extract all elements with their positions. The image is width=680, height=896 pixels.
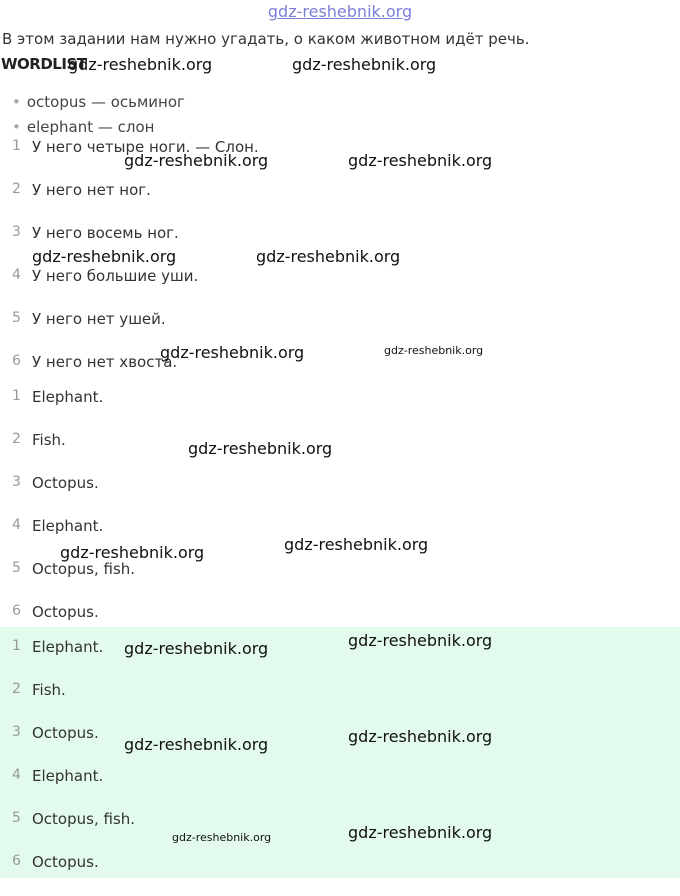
watermark: gdz-reshebnik.org	[188, 439, 333, 458]
site-header-link[interactable]: gdz-reshebnik.org	[267, 2, 413, 21]
list-item	[0, 388, 680, 431]
item-number: 4	[12, 517, 21, 533]
item-text: Octopus, fish.	[32, 560, 136, 578]
item-number: 2	[12, 681, 21, 697]
watermark: gdz-reshebnik.org	[32, 247, 177, 266]
item-text: У него нет ушей.	[32, 310, 166, 328]
list-item	[0, 474, 680, 517]
list-item	[0, 853, 680, 896]
item-text: Elephant.	[32, 388, 104, 406]
item-number: 5	[12, 560, 21, 576]
watermark: gdz-reshebnik.org	[124, 151, 269, 170]
item-number: 6	[12, 853, 21, 869]
bullet-icon: •	[12, 93, 21, 111]
item-number: 5	[12, 810, 21, 826]
item-number: 2	[12, 431, 21, 447]
item-number: 1	[12, 388, 21, 404]
item-text: Octopus.	[32, 853, 99, 871]
watermark: gdz-reshebnik.org	[124, 735, 269, 754]
list-item	[0, 431, 680, 474]
item-text: Octopus.	[32, 724, 99, 742]
item-number: 4	[12, 767, 21, 783]
item-number: 6	[12, 603, 21, 619]
list-item	[0, 724, 680, 767]
watermark: gdz-reshebnik.org	[348, 631, 493, 650]
item-number: 3	[12, 724, 21, 740]
watermark: gdz-reshebnik.org	[348, 151, 493, 170]
watermark: gdz-reshebnik.org	[68, 55, 213, 74]
wordlist-item	[12, 93, 185, 111]
bullet-icon: •	[12, 118, 21, 136]
wordlist-item	[12, 118, 154, 136]
item-number: 4	[12, 267, 21, 283]
item-text: У него восемь ног.	[32, 224, 179, 242]
list-item	[0, 681, 680, 724]
list-item	[0, 638, 680, 681]
list-item	[0, 767, 680, 810]
wordlist-item-text: elephant — слон	[26, 118, 155, 136]
wordlist	[0, 88, 680, 136]
item-number: 3	[12, 224, 21, 240]
item-text: Octopus.	[32, 474, 99, 492]
item-text: У него нет ног.	[32, 181, 151, 199]
wordlist-item-text: octopus — осьминог	[26, 93, 185, 111]
item-number: 1	[12, 138, 21, 154]
list-item	[0, 810, 680, 853]
list-item	[0, 560, 680, 603]
watermark: gdz-reshebnik.org	[384, 344, 484, 357]
watermark: gdz-reshebnik.org	[60, 543, 205, 562]
item-text: Octopus.	[32, 603, 99, 621]
item-number: 5	[12, 310, 21, 326]
item-text: У него четыре ноги. — Слон.	[32, 138, 259, 156]
list-item	[0, 181, 680, 224]
item-text: Fish.	[32, 431, 66, 449]
item-number: 3	[12, 474, 21, 490]
item-number: 1	[12, 638, 21, 654]
item-text: Elephant.	[32, 517, 104, 535]
item-text: Fish.	[32, 681, 66, 699]
item-text: У него большие уши.	[32, 267, 199, 285]
watermark: gdz-reshebnik.org	[160, 343, 305, 362]
watermark: gdz-reshebnik.org	[256, 247, 401, 266]
list-item	[0, 267, 680, 310]
item-text: Elephant.	[32, 638, 104, 656]
item-number: 6	[12, 353, 21, 369]
task-intro: В этом задании нам нужно угадать, о каком животном идёт речь.	[2, 30, 530, 48]
list-item	[0, 310, 680, 353]
watermark: gdz-reshebnik.org	[124, 639, 269, 658]
wordlist-label: WORDLIST	[1, 55, 87, 73]
watermark: gdz-reshebnik.org	[284, 535, 429, 554]
watermark: gdz-reshebnik.org	[172, 831, 272, 844]
watermark: gdz-reshebnik.org	[348, 823, 493, 842]
list-item	[0, 138, 680, 181]
watermark: gdz-reshebnik.org	[292, 55, 437, 74]
item-text: Elephant.	[32, 767, 104, 785]
item-number: 2	[12, 181, 21, 197]
item-text: У него нет хвоста.	[32, 353, 178, 371]
item-text: Octopus, fish.	[32, 810, 136, 828]
watermark: gdz-reshebnik.org	[348, 727, 493, 746]
